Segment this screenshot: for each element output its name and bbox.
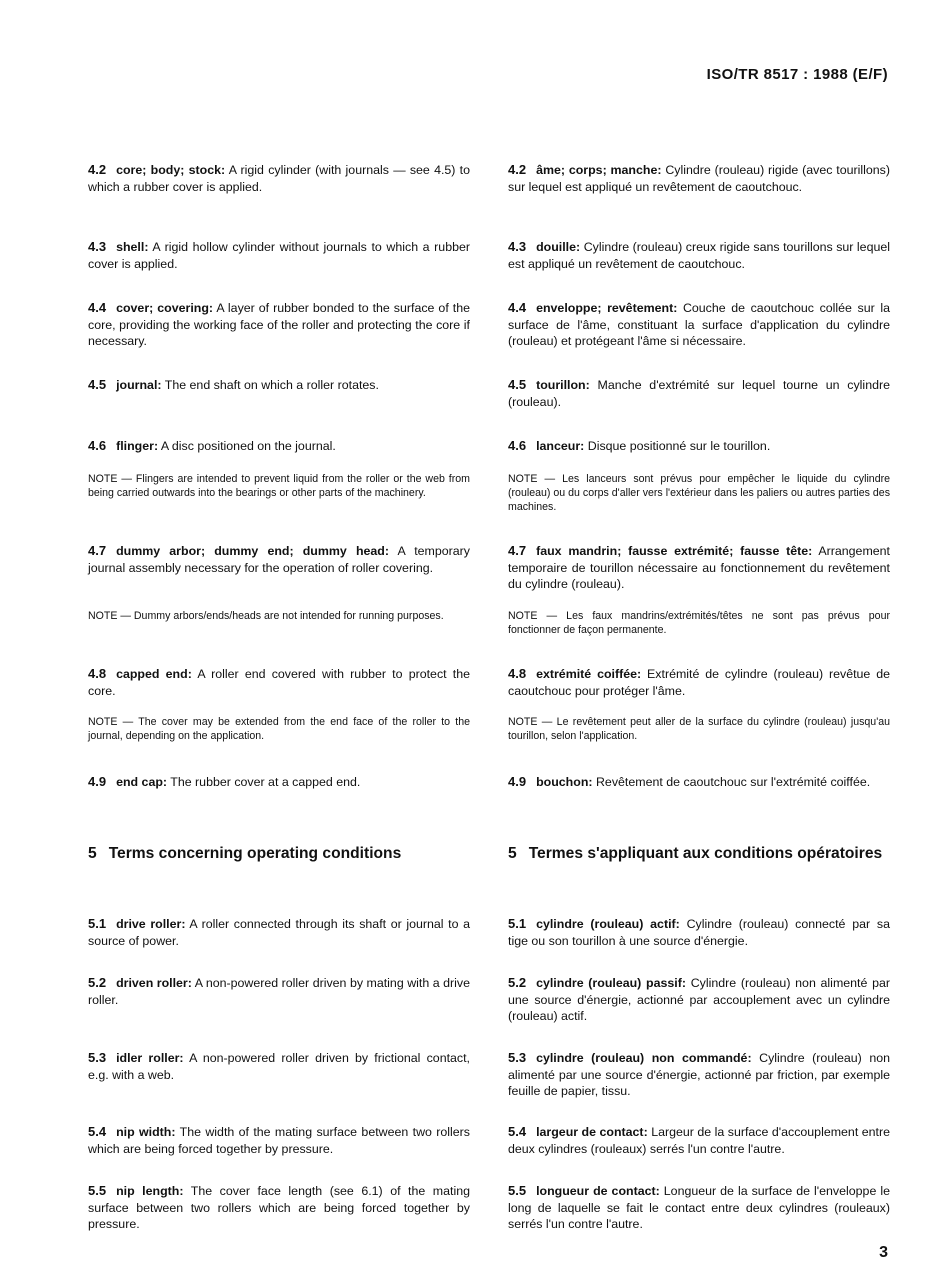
entry-term: idler roller (116, 1051, 180, 1066)
entry-term: cylindre (rouleau) non commandé (536, 1051, 748, 1066)
entry-colon: : (580, 439, 585, 454)
entry-term: nip width (116, 1125, 172, 1140)
entry-number: 4.6 (88, 438, 107, 454)
note-4-8-en: NOTE — The cover may be extended from the end face of the roller to the journal, depending on the application. (88, 715, 470, 742)
entry-definition: Revêtement de caoutchouc sur l'extrémité coiffée. (595, 775, 871, 790)
note-4-8-fr: NOTE — Le revêtement peut aller de la surface du cylindre (rouleau) jusqu'au tourillon, selon l'application. (508, 715, 890, 742)
entry-term: extrémité coiffée (536, 667, 638, 682)
entry-number: 4.4 (508, 300, 527, 316)
entry-number: 4.9 (88, 774, 107, 790)
entry-5-3-en (88, 1050, 470, 1082)
entry-number: 5.4 (88, 1124, 107, 1140)
entry-colon: : (187, 667, 192, 682)
entry-colon: : (220, 163, 226, 178)
entry-number: 5.5 (88, 1183, 107, 1199)
page-number: 3 (879, 1244, 888, 1261)
entry-definition: A disc positioned on the journal. (160, 439, 336, 454)
entry-term: dummy arbor; dummy end; dummy head (116, 544, 385, 559)
entry-definition: A layer of rubber bonded to the surface of the core, providing the working face of the roller and protecting the core if necessary. (88, 301, 470, 348)
section-number: 5 (508, 845, 517, 862)
entry-term: journal (116, 378, 158, 393)
entry-4-2-en (88, 162, 470, 194)
note-4-6-fr: NOTE — Les lanceurs sont prévus pour empêcher le liquide du cylindre (rouleau) ou du corps d'aller vers l'extérieur dans les paliers ou autres parties des machines. (508, 472, 890, 514)
entry-colon: : (681, 976, 686, 991)
entry-5-2-fr (508, 975, 890, 1024)
entry-number: 4.7 (88, 543, 107, 559)
entry-5-2-en (88, 975, 470, 1007)
entry-number: 5.2 (508, 975, 527, 991)
entry-colon: : (643, 1125, 648, 1140)
entry-5-4-fr (508, 1124, 890, 1156)
entry-number: 5.3 (508, 1050, 527, 1066)
entry-term: lanceur (536, 439, 581, 454)
entry-term: enveloppe; revêtement (536, 301, 674, 316)
entry-term: driven roller (116, 976, 188, 991)
entry-definition: Couche de caoutchouc collée sur la surface de l'âme, constituant la surface d'application du cylindre (rouleau) et protégeant l'âme si nécessaire. (508, 301, 890, 348)
entry-colon: : (144, 240, 149, 255)
entry-number: 4.2 (508, 162, 527, 178)
entry-4-5-fr (508, 377, 890, 409)
entry-definition: Disque positionné sur le tourillon. (587, 439, 771, 454)
entry-definition: A rigid hollow cylinder without journals to which a rubber cover is applied. (88, 240, 470, 271)
entry-number: 4.3 (508, 239, 527, 255)
entry-definition: A rigid cylinder (with journals — see 4.5) to which a rubber cover is applied. (88, 163, 471, 194)
entry-term: flinger (116, 439, 154, 454)
entry-4-3-fr (508, 239, 890, 271)
entry-definition: Longueur de la surface de l'enveloppe le long de laquelle se fait le contact entre deux cylindres (rouleaux) serrés l'un contre l'autre. (508, 1184, 890, 1231)
entry-definition: Extrémité de cylindre (rouleau) revêtue de caoutchouc pour protéger l'âme. (508, 667, 890, 698)
entry-definition: Cylindre (rouleau) connecté par sa tige ou son tourillon à une source d'énergie. (508, 917, 890, 948)
document-id: ISO/TR 8517 : 1988 (E/F) (706, 66, 888, 83)
entry-colon: : (208, 301, 214, 316)
entry-colon: : (181, 917, 186, 932)
entry-4-8-en (88, 666, 470, 698)
section-5-heading-fr (508, 844, 890, 863)
entry-4-4-en (88, 300, 470, 349)
entry-definition: Largeur de la surface d'accouplement entre deux cylindres (rouleaux) serrés l'un contre l'autre. (508, 1125, 890, 1156)
entry-definition: A roller end covered with rubber to protect the core. (88, 667, 470, 698)
entry-term: drive roller (116, 917, 182, 932)
entry-definition: A non-powered roller driven by frictional contact, e.g. with a web. (88, 1051, 470, 1082)
entry-colon: : (637, 667, 642, 682)
entry-number: 4.5 (508, 377, 527, 393)
entry-term: capped end (116, 667, 188, 682)
entry-colon: : (157, 378, 162, 393)
entry-5-5-en (88, 1183, 470, 1232)
entry-4-9-en (88, 774, 470, 790)
entry-4-5-en (88, 377, 470, 393)
entry-term: âme; corps; manche (536, 163, 658, 178)
entry-term: nip length (116, 1184, 180, 1199)
entry-colon: : (747, 1051, 752, 1066)
entry-term: largeur de contact (536, 1125, 644, 1140)
entry-number: 4.2 (88, 162, 107, 178)
entry-definition: Cylindre (rouleau) rigide (avec tourillons) sur lequel est appliqué un revêtement de caoutchouc. (508, 163, 890, 194)
entry-4-9-fr (508, 774, 890, 790)
entry-term: longueur de contact (536, 1184, 656, 1199)
entry-definition: Cylindre (rouleau) creux rigide sans tourillons sur lequel est appliqué un revêtement de caoutchouc. (508, 240, 890, 271)
entry-definition: A roller connected through its shaft or journal to a source of power. (88, 917, 470, 948)
entry-term: cylindre (rouleau) passif (536, 976, 682, 991)
section-5-heading-en (88, 844, 470, 863)
entry-number: 4.3 (88, 239, 107, 255)
entry-term: shell (116, 240, 145, 255)
entry-4-8-fr (508, 666, 890, 698)
note-4-7-fr: NOTE — Les faux mandrins/extrémités/têtes ne sont pas prévus pour fonctionner de façon permanente. (508, 609, 890, 636)
entry-number: 5.4 (508, 1124, 527, 1140)
section-number: 5 (88, 845, 97, 862)
entry-number: 5.2 (88, 975, 107, 991)
entry-colon: : (808, 544, 813, 559)
entry-definition: The cover face length (see 6.1) of the mating surface between two rollers which are being forced together by pressure. (88, 1184, 470, 1231)
entry-number: 5.1 (508, 916, 527, 932)
entry-5-4-en (88, 1124, 470, 1156)
entry-colon: : (179, 1184, 184, 1199)
entry-colon: : (655, 1184, 660, 1199)
entry-term: bouchon (536, 775, 589, 790)
entry-term: faux mandrin; fausse extrémité; fausse tête (536, 544, 809, 559)
entry-definition: A non-powered roller driven by mating with a drive roller. (88, 976, 471, 1007)
entry-5-5-fr (508, 1183, 890, 1232)
note-4-7-en: NOTE — Dummy arbors/ends/heads are not intended for running purposes. (88, 609, 444, 622)
entry-colon: : (673, 301, 678, 316)
entry-number: 4.6 (508, 438, 527, 454)
entry-definition: Cylindre (rouleau) non alimenté par une source d'énergie, actionné par friction, par exemple feuille de papier, tissu. (508, 1051, 890, 1098)
entry-number: 5.5 (508, 1183, 527, 1199)
entry-4-6-en (88, 438, 470, 454)
entry-definition: A temporary journal assembly necessary for the operation of roller covering. (88, 544, 470, 575)
entry-colon: : (576, 240, 581, 255)
entry-colon: : (675, 917, 680, 932)
entry-definition: The end shaft on which a roller rotates. (164, 378, 379, 393)
section-title: Terms concerning operating conditions (108, 845, 402, 862)
entry-5-1-fr (508, 916, 890, 948)
entry-number: 5.1 (88, 916, 107, 932)
entry-definition: The width of the mating surface between two rollers which are being forced together by pressure. (88, 1125, 471, 1156)
entry-definition: Cylindre (rouleau) non alimenté par une source d'énergie, actionné par accouplement avec un cylindre (rouleau) actif. (508, 976, 890, 1023)
entry-definition: Arrangement temporaire de tourillon nécessaire au fonctionnement du revêtement du cylindre (rouleau). (508, 544, 890, 591)
entry-colon: : (585, 378, 590, 393)
entry-5-3-fr (508, 1050, 890, 1099)
entry-colon: : (171, 1125, 176, 1140)
entry-term: cover; covering (116, 301, 209, 316)
entry-4-7-en (88, 543, 470, 575)
entry-4-2-fr (508, 162, 890, 194)
section-title: Termes s'appliquant aux conditions opératoires (528, 845, 883, 862)
entry-number: 4.8 (88, 666, 107, 682)
entry-colon: : (162, 775, 168, 790)
entry-colon: : (384, 544, 390, 559)
entry-number: 4.7 (508, 543, 527, 559)
entry-definition: The rubber cover at a capped end. (170, 775, 361, 790)
entry-colon: : (657, 163, 662, 178)
entry-4-3-en (88, 239, 470, 271)
entry-colon: : (187, 976, 192, 991)
entry-term: core; body; stock (116, 163, 221, 178)
entry-number: 4.9 (508, 774, 527, 790)
entry-colon: : (179, 1051, 184, 1066)
entry-term: end cap (116, 775, 163, 790)
entry-term: tourillon (536, 378, 586, 393)
entry-number: 4.5 (88, 377, 107, 393)
entry-colon: : (153, 439, 159, 454)
note-4-6-en: NOTE — Flingers are intended to prevent liquid from the roller or the web from being carried outwards into the bearings or other parts of the machinery. (88, 472, 470, 499)
entry-colon: : (588, 775, 593, 790)
entry-4-7-fr (508, 543, 890, 592)
entry-number: 4.8 (508, 666, 527, 682)
entry-definition: Manche d'extrémité sur lequel tourne un cylindre (rouleau). (508, 378, 890, 409)
entry-term: douille (536, 240, 577, 255)
entry-term: cylindre (rouleau) actif (536, 917, 676, 932)
entry-5-1-en (88, 916, 470, 948)
entry-4-4-fr (508, 300, 890, 349)
entry-number: 5.3 (88, 1050, 107, 1066)
entry-number: 4.4 (88, 300, 107, 316)
entry-4-6-fr (508, 438, 890, 454)
